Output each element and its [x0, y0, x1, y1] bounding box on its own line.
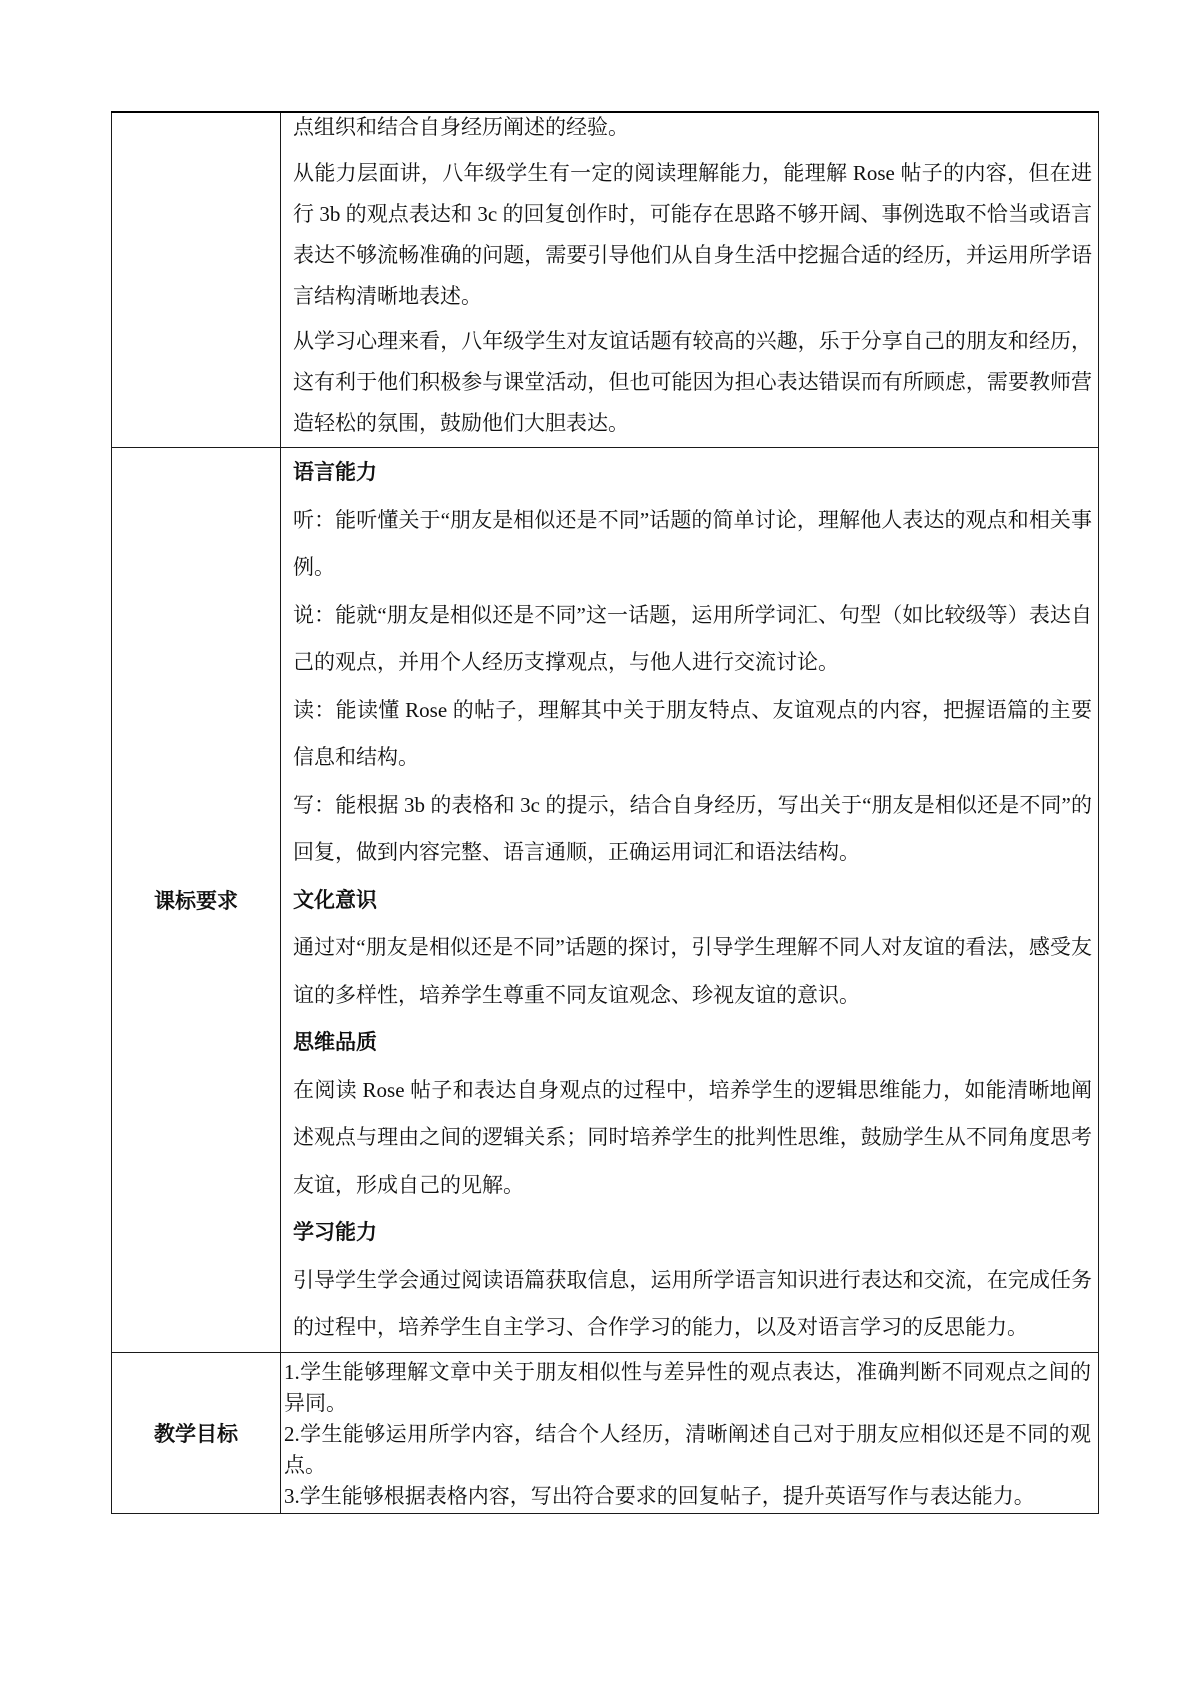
section-heading: 学习能力	[293, 1221, 377, 1244]
paragraph: 通过对“朋友是相似还是不同”话题的探讨，引导学生理解不同人对友谊的看法，感受友谊的多样性，培养学生尊重不同友谊观念、珍视友谊的意识。	[293, 935, 1092, 1007]
lesson-plan-table	[111, 111, 1099, 1514]
row-label: 教学目标	[112, 1352, 281, 1513]
row-label: 课标要求	[112, 448, 281, 1353]
paragraph: 从能力层面讲，八年级学生有一定的阅读理解能力，能理解 Rose 帖子的内容，但在进行 3b 的观点表达和 3c 的回复创作时，可能存在思路不够开阔、事例选取不恰当或语言表达不够流畅准确的问题，需要引导他们从自身生活中挖掘合适的经历，并运用所学语言结构清晰地表述。	[293, 160, 1092, 308]
row-label-cell	[112, 112, 281, 448]
continuation-content	[281, 112, 1099, 448]
section-heading: 文化意识	[293, 888, 377, 912]
objective-item: 2.学生能够运用所学内容，结合个人经历，清晰阐述自己对于朋友应相似还是不同的观点。	[284, 1421, 1091, 1477]
teaching-objectives-content	[281, 1352, 1099, 1513]
paragraph: 听：能听懂关于“朋友是相似还是不同”话题的简单讨论，理解他人表达的观点和相关事例。	[293, 507, 1092, 579]
paragraph: 说：能就“朋友是相似还是不同”这一话题，运用所学词汇、句型（如比较级等）表达自己的观点，并用个人经历支撑观点，与他人进行交流讨论。	[293, 602, 1092, 674]
paragraph: 引导学生学会通过阅读语篇获取信息，运用所学语言知识进行表达和交流，在完成任务的过程中，培养学生自主学习、合作学习的能力，以及对语言学习的反思能力。	[293, 1267, 1092, 1339]
paragraph: 从学习心理来看，八年级学生对友谊话题有较高的兴趣，乐于分享自己的朋友和经历，这有利于他们积极参与课堂活动，但也可能因为担心表达错误而有所顾虑，需要教师营造轻松的氛围，鼓励他们大胆表达。	[293, 329, 1092, 435]
objective-item: 3.学生能够根据表格内容，写出符合要求的回复帖子，提升英语写作与表达能力。	[284, 1483, 1035, 1508]
teaching-objectives-row	[112, 1352, 1099, 1513]
section-heading: 思维品质	[293, 1031, 377, 1054]
paragraph: 读：能读懂 Rose 的帖子，理解其中关于朋友特点、友谊观点的内容，把握语篇的主要信息和结构。	[293, 697, 1092, 769]
curriculum-requirements-row	[112, 448, 1099, 1353]
paragraph: 写：能根据 3b 的表格和 3c 的提示，结合自身经历，写出关于“朋友是相似还是不同”的回复，做到内容完整、语言通顺，正确运用词汇和语法结构。	[293, 792, 1092, 864]
objective-item: 1.学生能够理解文章中关于朋友相似性与差异性的观点表达，准确判断不同观点之间的异同。	[284, 1359, 1091, 1415]
curriculum-requirements-content	[281, 448, 1099, 1353]
paragraph: 在阅读 Rose 帖子和表达自身观点的过程中，培养学生的逻辑思维能力，如能清晰地阐述观点与理由之间的逻辑关系；同时培养学生的批判性思维，鼓励学生从不同角度思考友谊，形成自己的见解。	[293, 1077, 1092, 1197]
paragraph: 点组织和结合自身经历阐述的经验。	[293, 115, 629, 139]
continuation-row	[112, 112, 1099, 448]
section-heading: 语言能力	[293, 461, 377, 484]
